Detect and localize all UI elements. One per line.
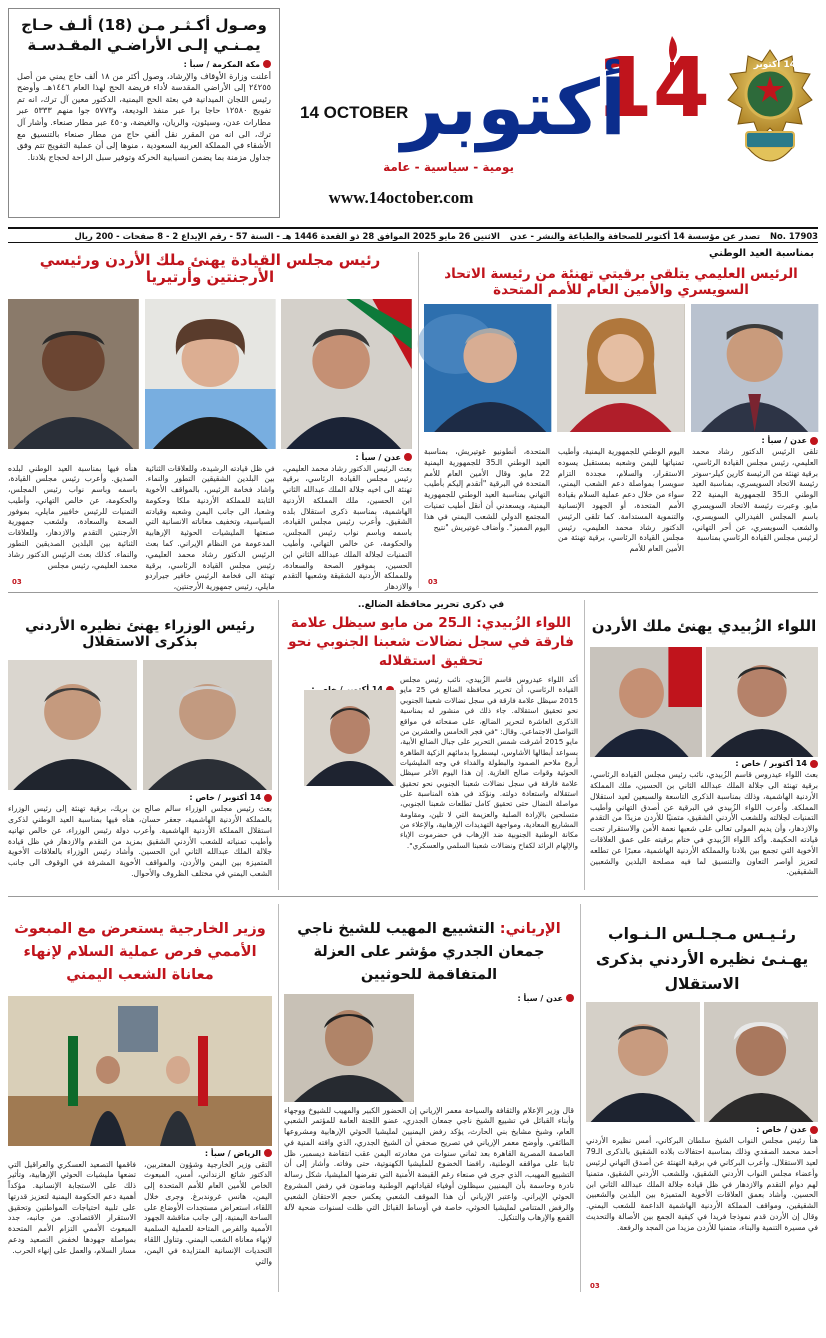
source-label: 14 أكتوبر / خاص : (735, 759, 807, 769)
bullet-icon (404, 453, 412, 461)
emblem-caption: 14 أكتوبر (753, 60, 796, 70)
article-alimi-col-1: تلقى الرئيس الدكتور رشاد محمد العليمي، رئيس مجلس القيادة الرئاسي، برقية تهنئة من الرئيسة كارين كيلر-سوتر رئيسة الاتحاد السويسري، بمناسبة العيد الوطني الـ35 للجمهورية اليمنية 22 مايو. وعبرت رئيسة الاتحاد السويسري باسم المجلس الفيدرالي السويسري، والشعب السويسري، عن أحر التهاني، لرئيس مجلس القيادة الرئاسي بمناسبة (692, 447, 818, 543)
article-eryani (284, 904, 574, 1294)
headline-rest: التشييع المهيب للشيخ ناجي جمعان الجدري مؤشر على العزلة المتفاقمة للحوثيين (297, 921, 545, 984)
article-zubaidi-king-body: بعث اللواء عيدروس قاسم الزُبيدي، نائب رئيس مجلس القيادة الرئاسي، برقية تهنئة الى جلالة الملك عبدالله الثاني بن الحسين، ملك المملكة الأردنية الهاشمية، وذلك بمناسبة الذكرى التاسعة والسبعين لعيد استقلال المملكة. وأعرب اللواء الزُبيدي في البرقية عن أصدق التهاني وأطيب التمنيات لجلالته وللشعب الأردني الشقيق، متمنيًا للأردن مزيدًا من التقدم والازدهار، وأن يديم المولى تعالى على شعبها نعمة الأمن والاستقرار تحت قيادته الحكيمة. وأكد اللواء الزُبيدي في ختام برقيته على عمق العلاقات الأخوية التي تجمع بين بلادنا والمملكة الأردنية الهاشمية، معبرًا عن تطلعه لتعزيز أواصر التعاون والتنسيق لما فيه مصلحة البلدين والشعبين الشقيقين. (590, 770, 818, 877)
article-alimi-kicker: بمناسبة العيد الوطني (709, 248, 814, 259)
article-eryani-headline (284, 918, 574, 988)
article-alimi (424, 248, 818, 588)
bullet-icon (264, 794, 272, 802)
photo-safadi (586, 1002, 700, 1122)
column-divider (278, 600, 279, 890)
photo-bin-breik (143, 660, 272, 790)
column-divider (278, 904, 279, 1292)
column-divider (580, 904, 581, 1292)
article-pm-headline: رئيس الوزراء يهنئ نظيره الأردني بذكرى الاستقلال (25, 618, 255, 651)
bullet-icon (566, 994, 574, 1002)
article-leaders-col-1: بعث الرئيس الدكتور رشاد محمد العليمي، رئيس مجلس القيادة الرئاسي، برقية تهنئة الى اخيه جلالة الملك عبدالله الثاني ابن الحسين، ملك المملكة الأردنية الهاشمية، بمناسبة ذكرى استقلال بلده الشقيق. وأعرب رئيس مجلس القيادة، باسمه وباسم نواب رئيس المجلس، والحكومة، عن خالص التهاني، وأطيب التمنيات لجلالة الملك عبدالله الثاني ابن الحسين، بموفور الصحة والسعادة، وللمملكة الأردنية الشقيقة وشعبها التقدم والازدهار (282, 463, 412, 592)
issue-number: No. 17903 (770, 230, 818, 241)
article-leaders-headline: رئيس مجلس القيادة يهنئ ملك الأردن ورئيسي الأرجنتين وأرتيريا (39, 251, 381, 287)
photo-afwerki (8, 299, 139, 449)
article-eryani-source (420, 994, 574, 1003)
section-divider (8, 896, 818, 897)
source-label: عدن / سبأ : (761, 436, 807, 446)
photo-eryani (284, 994, 414, 1102)
photo-jafar-hassan (8, 660, 137, 790)
bullet-icon (810, 437, 818, 445)
photo-zubaidi-2 (304, 690, 396, 786)
top-story-box (8, 8, 280, 218)
article-pm-source (8, 793, 272, 802)
article-alimi-headline: الرئيس العليمي يتلقى برقيتي تهنئة من رئيسة الاتحاد السويسري والأمين العام للأمم المتحدة (444, 266, 798, 298)
continued-page[interactable]: 03 (590, 1282, 600, 1290)
photo-guterres (424, 304, 551, 432)
article-pm-body: بعث رئيس مجلس الوزراء سالم صالح بن بريك، برقية تهنئة إلى رئيس الوزراء بالمملكة الأردنية الهاشمية، جعفر حسان، هنأه فيها بمناسبة العيد الوطني لذكرى استقلال المملكة الأردنية الهاشمية. وأعرب دولة رئيس الوزراء، عن خالص تهانيه وأطيب تمنياته للشعب الأردني الشقيق بمزيد من التقدم والازدهار في ظل قيادة جلالة الملك عبدالله الثاني ابن الحسين. وأشاد رئيس الوزراء بالعلاقات الأخوية المتميزة بين اليمن والأردن، والمواقف الأخوية المشرفة في الوقوف الى جانب الشعب اليمني في مختلف الظروف والأحوال. (8, 804, 272, 878)
article-zubaidi-dhale-body: أكد اللواء عيدروس قاسم الزُبيدي، نائب رئيس مجلس القيادة الرئاسي، أن تحرير محافظة الضالع في 25 مايو 2015 سيظل علامة فارقة في سجل نضالات شعبنا الجنوبي نحو تحقيق استقلاله. جاء ذلك في منشور له بمناسبة الذكرى العاشرة لتحرير الضالع، على صفحاته في مواقع التواصل الاجتماعي. وقال: "في فجر الخامس والعشرين من مايو 2015 أشرقت شمس التحرير على جبال الضالع الأبية، بسواعد أبطالها الأشاوس، ليسطروا بدمائهم الزكية الطاهرة أروع ملاحم الصمود والبطولة والفداء في وجه المليشيات الحوثية وقوات صالح الغازية. إن هذا اليوم الأغر سيظل علامة فارقة في سجل نضالات شعبنا الجنوبي نحو تحقيق استقلاله واستعادة دولته. ونؤكد في هذه المناسبة على مواصلة النضال حتى تحقيق كامل تطلعات شعبنا الجنوبي، متسلحين بالإرادة الصلبة والعزيمة التي لا تلين، ومقاومة المشاريع المعادية، ومواجهة التهديدات الإرهابية، والإعلاء من مكانة الوطنية الجنوبية ضد الإرهاب في حضرموت الإباء والإلهام الرائد لكفاح ونضالات شعبنا السلمي والعسكري". (400, 675, 578, 850)
top-story-body: أعلنت وزارة الأوقاف والإرشاد، وصول أكثر من ١٨ ألف حاج يمني من أصل ٢٤٢٥٥ إلى الأراضي المقدسة لأداء فريضة الحج لهذا العام ١٤٤٦هـ. وأوضح رئيس اللجان الميدانية في بعثة الحج اليمنية، الدكتور معين آل ترك، انه تم تفويج ١٢٥٨٠ حاجا برا عبر منفذ الوديعة، و٥٧٧٣ جوا منهم ٥٣٣٣ عبر مطارات عدن، وسيئون، والريان، والغيضة، و٤٥٠ عبر مطار صنعاء. وأشار آل ترك، الى انه من المقرر نقل ألفي حاج من مطار صنعاء بالتنسيق مع الأشقاء في المملكة العربية السعودية ، منوها إلى أن عملية التفويج تتم وفق جداول مزمنة بما يضمن انسيابية الحركة وتوفير سبل الراحة لحجاج بلادنا. (17, 70, 271, 162)
source-label: مكة المكرمة / سبأ : (183, 59, 260, 69)
article-alimi-col-3: المتحدة، أنطونيو غوتيريش، بمناسبة العيد الوطني الـ35 للجمهورية اليمنية 22 مايو. وقال الأمين العام للأمم المتحدة في البرقية "أتقدم إليكم بأطيب التهاني بمناسبة العيد الوطني للجمهورية اليمنية، ويسعدني أن أنقل أطيب تمنيات المجتمع الدولي للشعب اليمني في هذا اليوم المميز". وأضاف غوتيريش "نتيح (424, 447, 550, 532)
article-parliament-headline: رئـيـس مـجـلـس الـنـواب يهـنـئ نظيره الأردني بذكرى الاستقلال (595, 925, 809, 993)
tagline: يومية - سياسية - عامة (383, 160, 514, 174)
bullet-icon (264, 1149, 272, 1157)
top-story-headline-1: وصـول أكـثـر مـن (18) ألـف حـاج (21, 16, 267, 34)
article-fm-col-2: فاقمها التصعيد العسكري والعراقيل التي تضعها مليشيات الحوثي الإرهابية، وتأثير ذلك على الاستجابة الإنسانية. مؤكداً أهمية دعم الحكومة اليمنية لتعزيز قدرتها على تلبية احتياجات المواطنين وتحقيق الاستقرار الاقتصادي. من جانبه، جدد المبعوث الأممي التزام الأمم المتحدة بمواصلة جهودها لخفض التصعيد ودعم مسار السلام، والعمل على إنهاء الحرب. (8, 1159, 136, 1255)
article-zubaidi-dhale (284, 600, 578, 892)
photo-king-abdullah (281, 299, 412, 449)
top-story-headline-2: يمـنـي إلـى الأراضـي المقـدسـة (27, 36, 261, 55)
photo-king-abdullah-2 (590, 647, 702, 757)
article-zubaidi-dhale-headline: اللواء الزُبيدي: الـ25 من مايو سيظل علامة فارقة في سجل نضالات شعبنا الجنوبي نحو تحقيق استقلاله (288, 615, 574, 670)
headline-red-part: الإرياني: (499, 921, 561, 937)
masthead (0, 0, 826, 230)
article-fm-source (8, 1149, 272, 1158)
photo-barakani (704, 1002, 818, 1122)
photo-keller-sutter (557, 304, 684, 432)
source-label: الرياض / سبأ : (204, 1148, 261, 1158)
bullet-icon (810, 1126, 818, 1134)
photo-alimi (691, 304, 818, 432)
article-pm (8, 600, 272, 892)
photo-milei (145, 299, 276, 449)
website-link[interactable]: www.14october.com (328, 188, 474, 207)
article-fm-headline: وزير الخارجية يستعرض مع المبعوث الأممي فرص عملية السلام لإنهاء معاناة الشعب اليمني (14, 921, 266, 984)
continued-page[interactable]: 03 (428, 578, 438, 586)
column-divider (418, 252, 419, 588)
article-leaders (8, 248, 412, 592)
article-fm-col-1: التقى وزير الخارجية وشؤون المغتربين، الدكتور شائع الزنداني، أمس، المبعوث الخاص للأمين العام للأمم المتحدة إلى اليمن، هانس غروندبرغ. وجرى خلال اللقاء، استعراض مستجدات الأوضاع على الساحة اليمنية، إلى جانب مناقشة الجهود الأممية والفرص المتاحة للعملية السلمية لإنهاء معاناة الشعب اليمني. وتناول اللقاء التحديات الإنسانية المتزايدة في اليمن، والتي (144, 1159, 272, 1266)
article-leaders-col-2: في ظل قيادته الرشيدة، وللعلاقات الثنائية بين البلدين الشقيقين التطور والنماء. واشاد فخامة الرئيس، بالمواقف الأخوية الثابتة للمملكة الأردنية ملكا وحكومة وشعبا، الى جانب اليمن وشعبه وقيادته السياسية، وتخفيف معاناته الانسانية التي صنعتها المليشيات الحوثية الإرهابية المدعومة من النظام الإيراني. كما بعث الرئيس الدكتور رشاد محمد العليمي، رئيس مجلس القيادة الرئاسي، برقية تهنئة الى فخامة الرئيس خافير جيراردو مايلي، رئيس جمهورية الأرجنتين، (145, 463, 275, 592)
top-story-source (17, 60, 271, 69)
photo-zubaidi (706, 647, 818, 757)
source-label: عدن / سبأ : (517, 993, 563, 1003)
article-parliament-body: هنأ رئيس مجلس النواب الشيخ سلطان البركاني، أمس نظيره الأردني أحمد محمد الصفدي وذلك بمناسبة احتفالات بلاده الشقيق بالذكرى الـ79 لعيد الاستقلال. وأعرب البركاني في برقية التهنئة عن أصدق التهاني لرئيس وأعضاء مجلس النواب الأردني الشقيق، وللشعب الأردني الشقيق، متمنيا لهم دوام التقدم والازدهار في ظل قيادة جلالة الملك عبدالله الثاني ابن الحسين. وأشاد بعمق العلاقات الأخوية المتميزة بين البلدين والشعبين الشقيقين، ومواقف المملكة الأردنية الهاشمية الداعمة للشعب اليمني. وقال إن الأردن قدم نموذجا فريدا في كيفية الجمع بين الأصالة والتحديث في مسيرة التنمية والبناء، متمنيا للأردن مزيدا من المجد والرفعة. (586, 1136, 818, 1232)
article-zubaidi-king (590, 600, 818, 892)
source-label: عدن / سبأ : (355, 452, 401, 462)
article-leaders-col-3: هنأه فيها بمناسبة العيد الوطني لبلده الصديق. وأعرب رئيس مجلس القيادة، باسمه وباسم نواب رئيس المجلس، والحكومة، عن خالص التهاني، وأطيب التمنيات للرئيس خافيير مايلي، بموفور الصحة والسعادة، ولشعب جمهورية الأرجنتين التقدم والازدهار، وللعلاقات الثنائية بين البلدين الصديقين التطور والنماء. كذلك بعث الرئيس الدكتور رشاد محمد العليمي، رئيس مجلس (8, 463, 138, 570)
article-alimi-source (690, 436, 818, 445)
publisher: تصدر عن مؤسسة 14 أكتوبر للصحافة والطباعة والنشر - عدن (509, 230, 760, 241)
photo-fm-meeting (8, 996, 272, 1146)
continued-page[interactable]: 03 (12, 578, 22, 586)
article-alimi-col-2: اليوم الوطني للجمهورية اليمنية، وأطيب تمنياتها لليمن وشعبه بمستقبل يسوده الاستقرار، والسلام، مجددة التزام سويسرا بمواصلة دعم الشعب اليمني، سواء من خلال دعم عملية السلام بقيادة الأمم المتحدة، أو الجهود الإنسانية والتنموية المستدامة. كما تلقى الرئيس الدكتور رشاد محمد العليمي، رئيس مجلس القيادة الرئاسي، برقية تهنئة من الأمين العام للأمم (558, 447, 684, 554)
section-divider (8, 592, 818, 593)
article-zubaidi-king-source (590, 759, 818, 768)
article-leaders-source (282, 453, 412, 462)
article-fm (8, 904, 272, 1294)
article-eryani-body: قال وزير الإعلام والثقافة والسياحة معمر الإرياني إن الحضور الكبير والمهيب للشيوخ ووجهاء وأبناء القبائل في تشييع الشيخ ناجي جمعان الجدري، عضو اللجنة العامة للمؤتمر الشعبي العام، وشيخ مشايخ بني الحارث، يؤكد رفض اليمنيين لمليشيا الحوثي الإرهابية ومشروعها الطائفي. وأوضح معمر الإرياني في تصريح صحفي أن الشيخ الجدري، الذي وافته المنية في العاصمة المصرية القاهرة بعد ثماني سنوات من مغادرته اليمن عقب انتفاضة ديسمبر، ظل ثابتا على مواقفه الوطنية، رافضا الخضوع للمليشيا الكهنوتية، حتى وفاته. وأشار إلى أن التشييع المهيب، الذي جرى في صنعاء رغم القبضة الأمنية التي تفرضها المليشيا، شكل رسالة نادرة وحاسمة بأن اليمنيين سيظلون أوفياء لقياداتهم الوطنية وماضون في رفض المشروع الحوثي الإيراني. واعتبر الإرياني أن هذا الموقف الشعبي يعكس حجم الاحتقان الشعبي والرفض المتنامي لمليشيا الحوثي، خاصة في أوساط القبائل التي ظلت لسنوات ضحية لآلة القمع والإرهاب والتنكيل. (284, 1105, 574, 1223)
article-parliament (586, 904, 818, 1294)
issue-date: الاثنين 26 مايو 2025 الموافق 28 ذو القعدة 1446 هـ - السنة 57 - رقم الإيداع 2 - 8 صفحات - 200 ريال (74, 230, 500, 241)
logo-number: 14 (595, 41, 710, 136)
bullet-icon (263, 60, 271, 68)
info-bar (8, 227, 818, 243)
article-zubaidi-king-headline: اللواء الزُبيدي يهنئ ملك الأردن (591, 617, 817, 635)
source-label: عدن / خاص : (756, 1125, 807, 1135)
article-parliament-source (586, 1125, 818, 1134)
column-divider (584, 600, 585, 890)
bullet-icon (810, 760, 818, 768)
english-name: 14 OCTOBER (300, 103, 409, 122)
logo-text: أكتوبر (401, 63, 626, 152)
source-label: 14 أكتوبر / خاص : (189, 793, 261, 803)
article-zubaidi-dhale-kicker: في ذكرى تحرير محافظة الضالع.. (357, 600, 505, 610)
